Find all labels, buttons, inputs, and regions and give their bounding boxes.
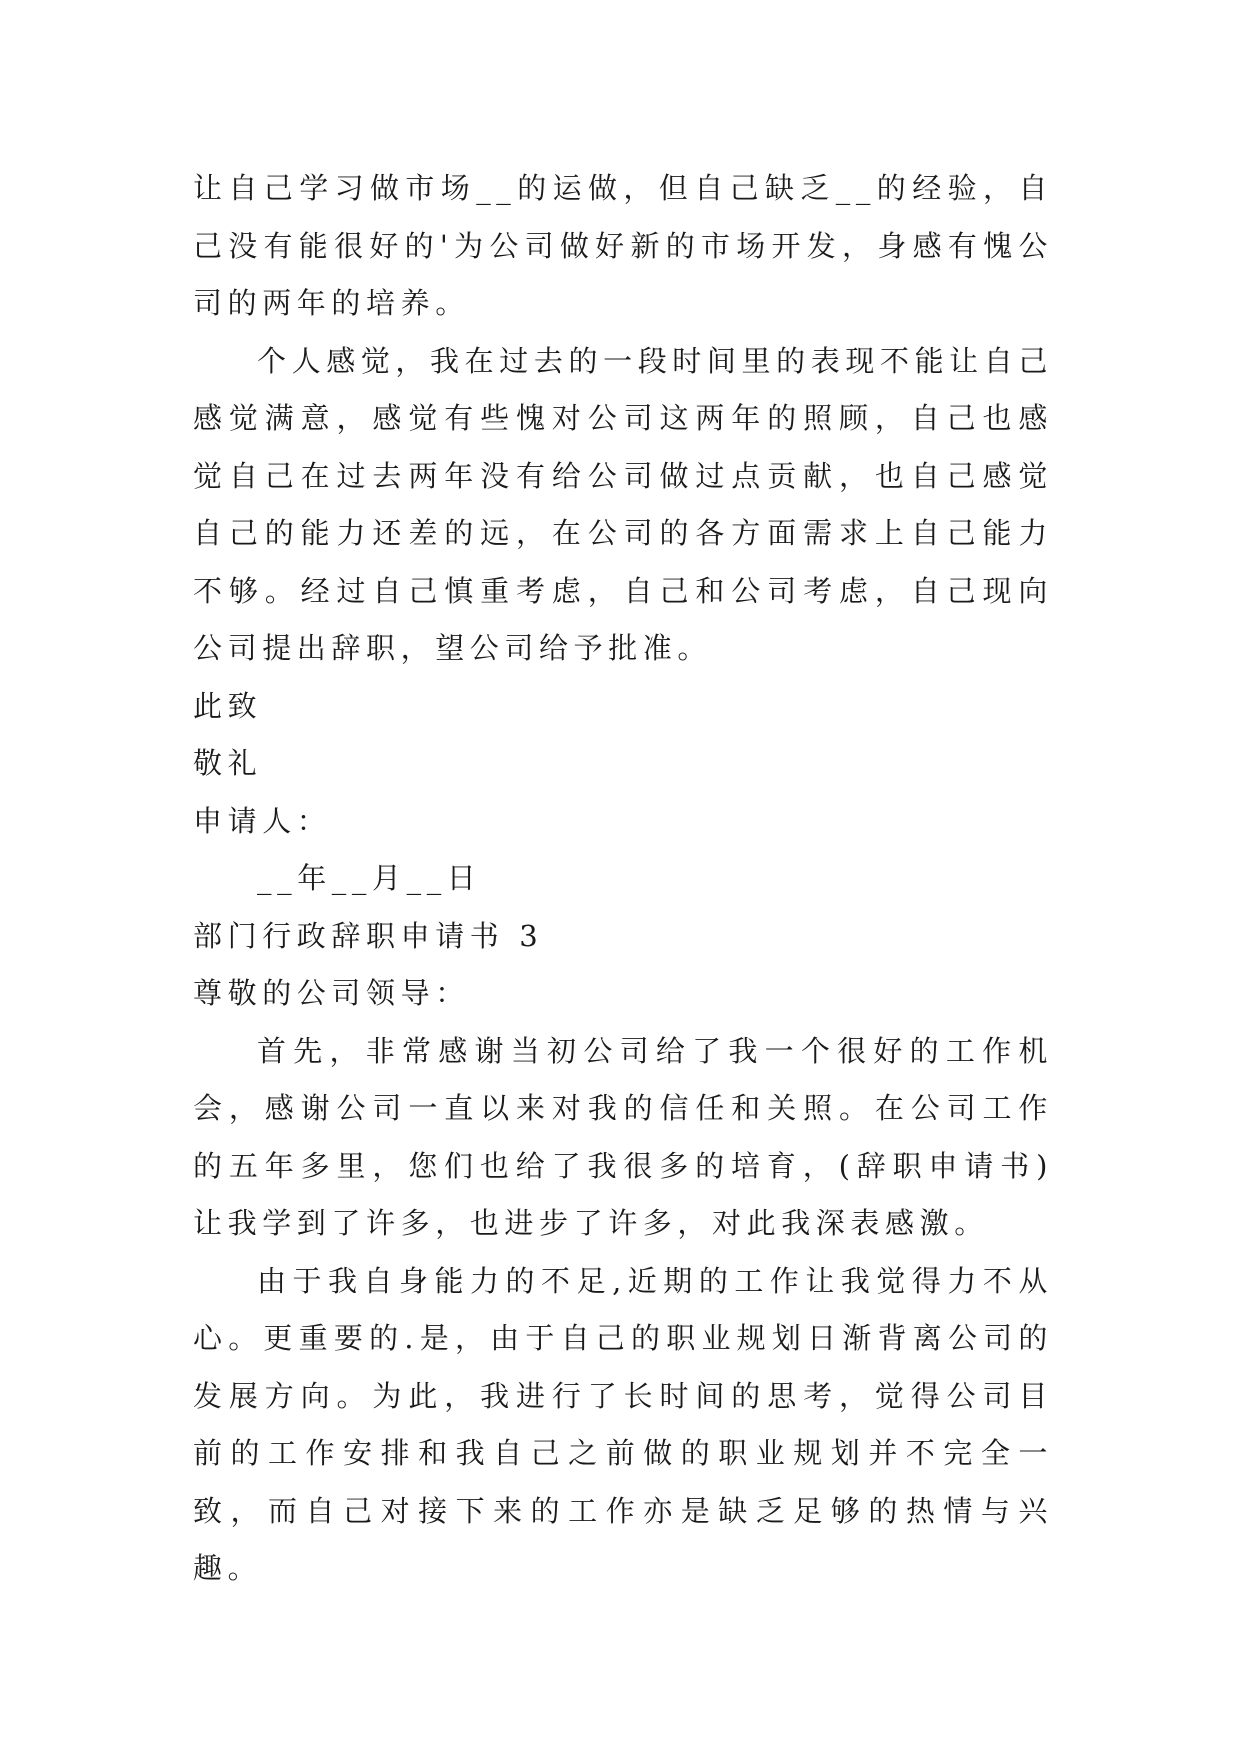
greeting-line: 尊敬的公司领导： (193, 976, 470, 1010)
paragraph-gratitude: 首先，非常感谢当初公司给了我一个很好的工作机会，感谢公司一直以来对我的信任和关照。在公司工作的五年多里，您们也给了我很多的培育，(辞职申请书)让我学到了许多，也进步了许多，对此我深表感激。 (193, 1033, 1053, 1240)
paragraph-reason: 由于我自身能力的不足,近期的工作让我觉得力不从心。更重要的.是，由于自己的职业规划日渐背离公司的发展方向。为此，我进行了长时间的思考，觉得公司目前的工作安排和我自己之前做的职业规划并不完全一致，而自己对接下来的工作亦是缺乏足够的热情与兴趣。 (193, 1263, 1053, 1585)
section-heading: 部门行政辞职申请书 3 (193, 918, 544, 953)
date-line: __年__月__日 (257, 861, 482, 895)
applicant-label: 申请人： (193, 803, 332, 838)
closing-salutation: 此致 (193, 688, 263, 723)
document-page (193, 160, 1053, 1598)
closing-regards: 敬礼 (193, 746, 263, 780)
paragraph-self-assessment: 个人感觉，我在过去的一段时间里的表现不能让自己感觉满意，感觉有些愧对公司这两年的照顾，自己也感觉自己在过去两年没有给公司做过点贡献，也自己感觉自己的能力还差的远，在公司的各方面需求上自己能力不够。经过自己慎重考虑，自己和公司考虑，自己现向公司提出辞职，望公司给予批准。 (193, 343, 1053, 665)
paragraph-market-experience: 让自己学习做市场__的运做，但自己缺乏__的经验，自己没有能很好的'为公司做好新的市场开发，身感有愧公司的两年的培养。 (193, 171, 1053, 320)
